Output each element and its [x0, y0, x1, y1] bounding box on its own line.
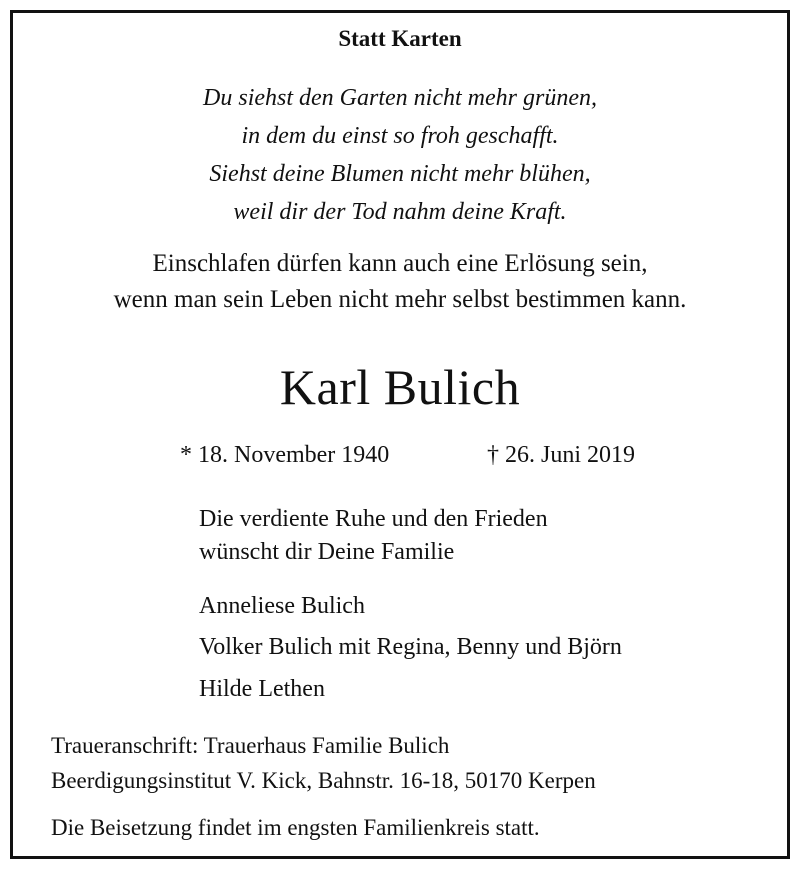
death-date: † 26. Juni 2019: [487, 442, 636, 468]
poem-line: Siehst deine Blumen nicht mehr blühen,: [209, 161, 591, 187]
header-title: Statt Karten: [338, 26, 462, 51]
contact-line: Beerdigungsinstitut V. Kick, Bahnstr. 16-18, 50170 Kerpen: [51, 768, 596, 793]
poem-line: in dem du einst so froh geschafft.: [241, 123, 559, 149]
poem-line: Du siehst den Garten nicht mehr grünen,: [203, 85, 597, 111]
birth-date: * 18. November 1940: [180, 442, 390, 468]
farewell-line: wünscht dir Deine Familie: [199, 539, 455, 565]
contact-line: Traueranschrift: Trauerhaus Familie Bulich: [51, 733, 450, 758]
burial-note: Die Beisetzung findet im engsten Familienkreis statt.: [51, 815, 540, 840]
quote-line: Einschlafen dürfen kann auch eine Erlösung sein,: [152, 250, 648, 277]
family-member: Anneliese Bulich: [199, 593, 365, 619]
quote-line: wenn man sein Leben nicht mehr selbst bestimmen kann.: [113, 286, 687, 313]
farewell-line: Die verdiente Ruhe und den Frieden: [199, 506, 548, 532]
family-member: Hilde Lethen: [199, 676, 325, 702]
poem-line: weil dir der Tod nahm deine Kraft.: [233, 199, 567, 225]
family-member: Volker Bulich mit Regina, Benny und Björn: [199, 634, 622, 660]
deceased-name: Karl Bulich: [279, 359, 521, 415]
